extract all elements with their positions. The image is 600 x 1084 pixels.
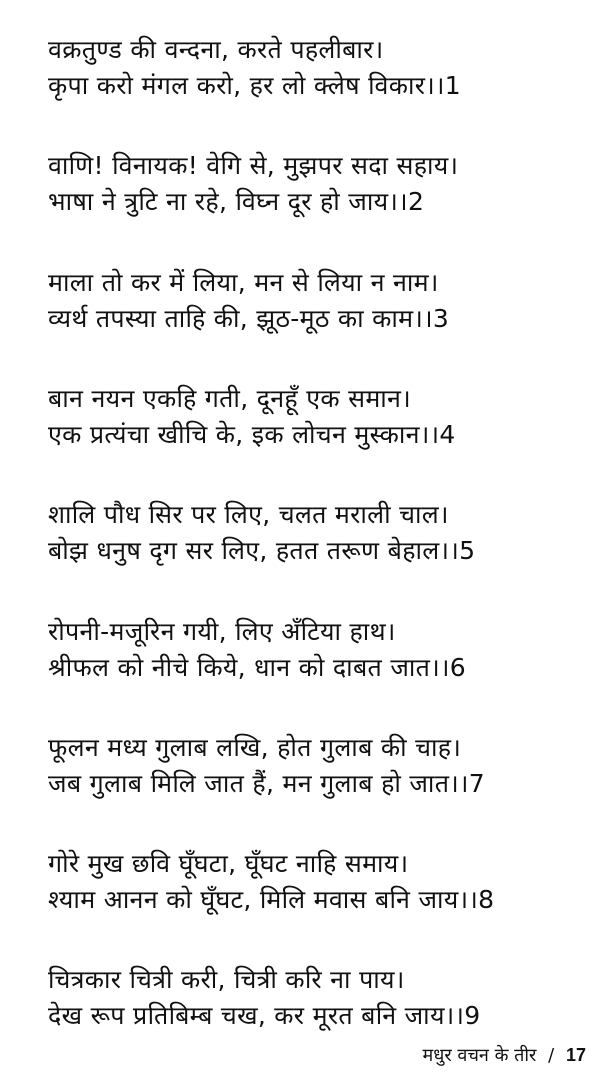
- doha-3: [48, 265, 588, 337]
- doha-6-line-1: रोपनी-मजूरिन गयी, लिए अँटिया हाथ।: [48, 617, 396, 646]
- doha-3-line-2: व्यर्थ तपस्या ताहि की, झूठ-मूठ का काम।।3: [48, 304, 450, 333]
- doha-9: [48, 962, 588, 1034]
- doha-7-line-2: जब गुलाब मिलि जात हैं, मन गुलाब हो जात।।7: [48, 769, 486, 798]
- doha-3-line-1: माला तो कर में लिया, मन से लिया न नाम।: [48, 268, 439, 297]
- doha-8: [48, 846, 588, 918]
- doha-6: [48, 614, 588, 686]
- doha-9-line-1: चित्रकार चित्री करी, चित्री करि ना पाय।: [48, 965, 405, 994]
- doha-2: [48, 148, 588, 220]
- page-footer: [423, 1042, 586, 1069]
- doha-2-line-2: भाषा ने त्रुटि ना रहे, विघ्न दूर हो जाय।।2: [48, 187, 425, 216]
- doha-6-line-2: श्रीफल को नीचे किये, धान को दाबत जात।।6: [48, 653, 466, 682]
- doha-7-line-1: फूलन मध्य गुलाब लखि, होत गुलाब की चाह।: [48, 733, 462, 762]
- doha-9-line-2: देख रूप प्रतिबिम्ब चख, कर मूरत बनि जाय।।9: [48, 1001, 481, 1030]
- doha-5-line-2: बोझ धनुष दृग सर लिए, हतत तरूण बेहाल।।5: [48, 536, 476, 565]
- footer-separator: /: [548, 1045, 555, 1066]
- doha-4-line-1: बान नयन एकहि गती, दूनहूँ एक समान।: [48, 384, 412, 413]
- doha-1-line-1: वक्रतुण्ड की वन्दना, करते पहलीबार।: [48, 35, 384, 64]
- doha-8-line-1: गोरे मुख छवि घूँघटा, घूँघट नाहि समाय।: [48, 849, 409, 878]
- doha-4: [48, 381, 588, 453]
- doha-4-line-2: एक प्रत्यंचा खीचि के, इक लोचन मुस्कान।।4: [48, 420, 456, 449]
- doha-1-line-2: कृपा करो मंगल करो, हर लो क्लेष विकार।।1: [48, 71, 462, 100]
- doha-5: [48, 497, 588, 569]
- doha-1: [48, 32, 588, 104]
- doha-8-line-2: श्याम आनन को घूँघट, मिलि मवास बनि जाय।।8: [48, 885, 495, 914]
- doha-5-line-1: शालि पौध सिर पर लिए, चलत मराली चाल।: [48, 500, 449, 529]
- page-number: 17: [565, 1045, 586, 1065]
- doha-7: [48, 730, 588, 802]
- doha-2-line-1: वाणि! विनायक! वेगि से, मुझपर सदा सहाय।: [48, 151, 459, 180]
- book-title: मधुर वचन के तीर: [422, 1045, 537, 1066]
